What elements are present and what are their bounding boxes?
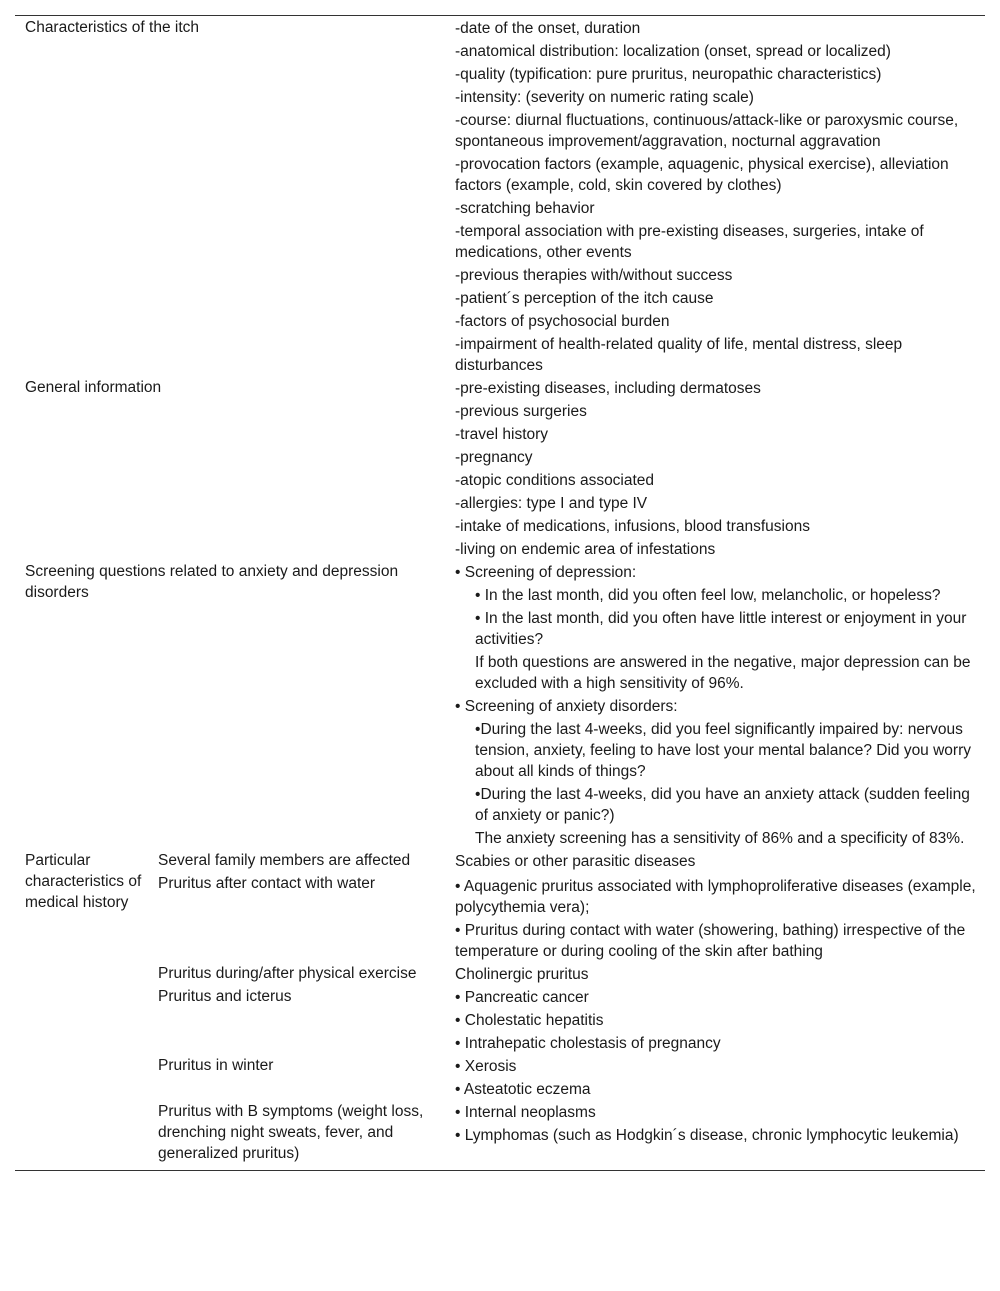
section-row-screening-questions (15, 561, 985, 850)
finding-cell (455, 963, 985, 986)
section-header: General information (25, 379, 162, 396)
list-item: • Aquagenic pruritus associated with lymphoproliferative diseases (example, polycythemia vera); (455, 878, 976, 916)
list-item: -anatomical distribution: localization (onset, spread or localized) (455, 43, 891, 60)
section-items (455, 561, 985, 850)
finding-cell (455, 1055, 985, 1101)
particular-row-winter (15, 1055, 985, 1101)
list-item: -travel history (455, 426, 549, 443)
list-item: Scabies or other parasitic diseases (455, 853, 696, 870)
condition-cell: Pruritus with B symptoms (weight loss, drenching night sweats, fever, and generalized pruritus) (158, 1103, 424, 1162)
list-item: -pre-existing diseases, including dermatoses (455, 380, 761, 397)
list-item: • Pancreatic cancer (455, 989, 589, 1006)
list-item: • Intrahepatic cholestasis of pregnancy (455, 1035, 721, 1052)
pruritus-history-table (15, 15, 985, 1171)
list-item: •During the last 4-weeks, did you feel significantly impaired by: nervous tension, anxiety, feeling to have lost your mental balance? Did you worry about all kinds of things? (475, 721, 972, 780)
particular-header: Particular characteristics of medical history (25, 852, 142, 911)
list-item: -pregnancy (455, 449, 533, 466)
particular-row-water (15, 873, 985, 963)
list-item: •During the last 4-weeks, did you have an anxiety attack (sudden feeling of anxiety or panic?) (475, 786, 970, 824)
list-item: • Screening of anxiety disorders: (455, 698, 678, 715)
list-item: • Internal neoplasms (455, 1104, 596, 1121)
list-item: • Cholestatic hepatitis (455, 1012, 604, 1029)
section-items (455, 16, 985, 378)
list-item: • Asteatotic eczema (455, 1081, 591, 1098)
list-item: -date of the onset, duration (455, 20, 641, 37)
list-item: -course: diurnal fluctuations, continuous/attack-like or paroxysmic course, spontaneous improvement/aggravation, nocturnal aggravation (455, 112, 959, 150)
section-row-general-information (15, 377, 985, 561)
list-item: -impairment of health-related quality of life, mental distress, sleep disturbances (455, 336, 903, 374)
section-items (455, 377, 985, 561)
list-item: -living on endemic area of infestations (455, 541, 716, 558)
list-item: -patient´s perception of the itch cause (455, 290, 714, 307)
condition-cell: Several family members are affected (158, 852, 411, 869)
particular-row-family (15, 850, 985, 873)
list-item: -previous surgeries (455, 403, 587, 420)
particular-row-b-symptoms (15, 1101, 985, 1171)
list-item: • Lymphomas (such as Hodgkin´s disease, chronic lymphocytic leukemia) (455, 1127, 959, 1144)
list-item: -temporal association with pre-existing diseases, surgeries, intake of medications, other events (455, 223, 924, 261)
list-item: • Xerosis (455, 1058, 517, 1075)
list-item: -scratching behavior (455, 200, 595, 217)
list-item: -atopic conditions associated (455, 472, 655, 489)
list-item: -intensity: (severity on numeric rating scale) (455, 89, 754, 106)
finding-cell (455, 873, 985, 963)
list-item: -previous therapies with/without success (455, 267, 733, 284)
list-item: • Screening of depression: (455, 564, 637, 581)
finding-cell (455, 1101, 985, 1171)
particular-row-icterus (15, 986, 985, 1055)
condition-cell: Pruritus during/after physical exercise (158, 965, 417, 982)
list-item: Cholinergic pruritus (455, 966, 589, 983)
condition-cell: Pruritus in winter (158, 1057, 274, 1074)
list-item: -provocation factors (example, aquagenic, physical exercise), alleviation factors (example, cold, skin covered by clothes) (455, 156, 949, 194)
condition-cell: Pruritus after contact with water (158, 875, 376, 892)
section-header: Screening questions related to anxiety and depression disorders (25, 563, 399, 601)
section-row-itch-characteristics (15, 16, 985, 378)
list-item: The anxiety screening has a sensitivity of 86% and a specificity of 83%. (475, 830, 965, 847)
list-item: If both questions are answered in the negative, major depression can be excluded with a high sensitivity of 96%. (475, 654, 971, 692)
list-item: -quality (typification: pure pruritus, neuropathic characteristics) (455, 66, 882, 83)
section-header: Characteristics of the itch (25, 19, 200, 36)
list-item: -allergies: type I and type IV (455, 495, 648, 512)
list-item: • Pruritus during contact with water (showering, bathing) irrespective of the temperature or during cooling of the skin after bathing (455, 922, 966, 960)
list-item: -intake of medications, infusions, blood transfusions (455, 518, 810, 535)
finding-cell (455, 850, 985, 873)
list-item: -factors of psychosocial burden (455, 313, 670, 330)
list-item: • In the last month, did you often feel low, melancholic, or hopeless? (475, 587, 941, 604)
condition-cell: Pruritus and icterus (158, 988, 292, 1005)
list-item: • In the last month, did you often have little interest or enjoyment in your activities? (475, 610, 967, 648)
history-table (15, 15, 985, 1171)
finding-cell (455, 986, 985, 1055)
particular-row-exercise (15, 963, 985, 986)
